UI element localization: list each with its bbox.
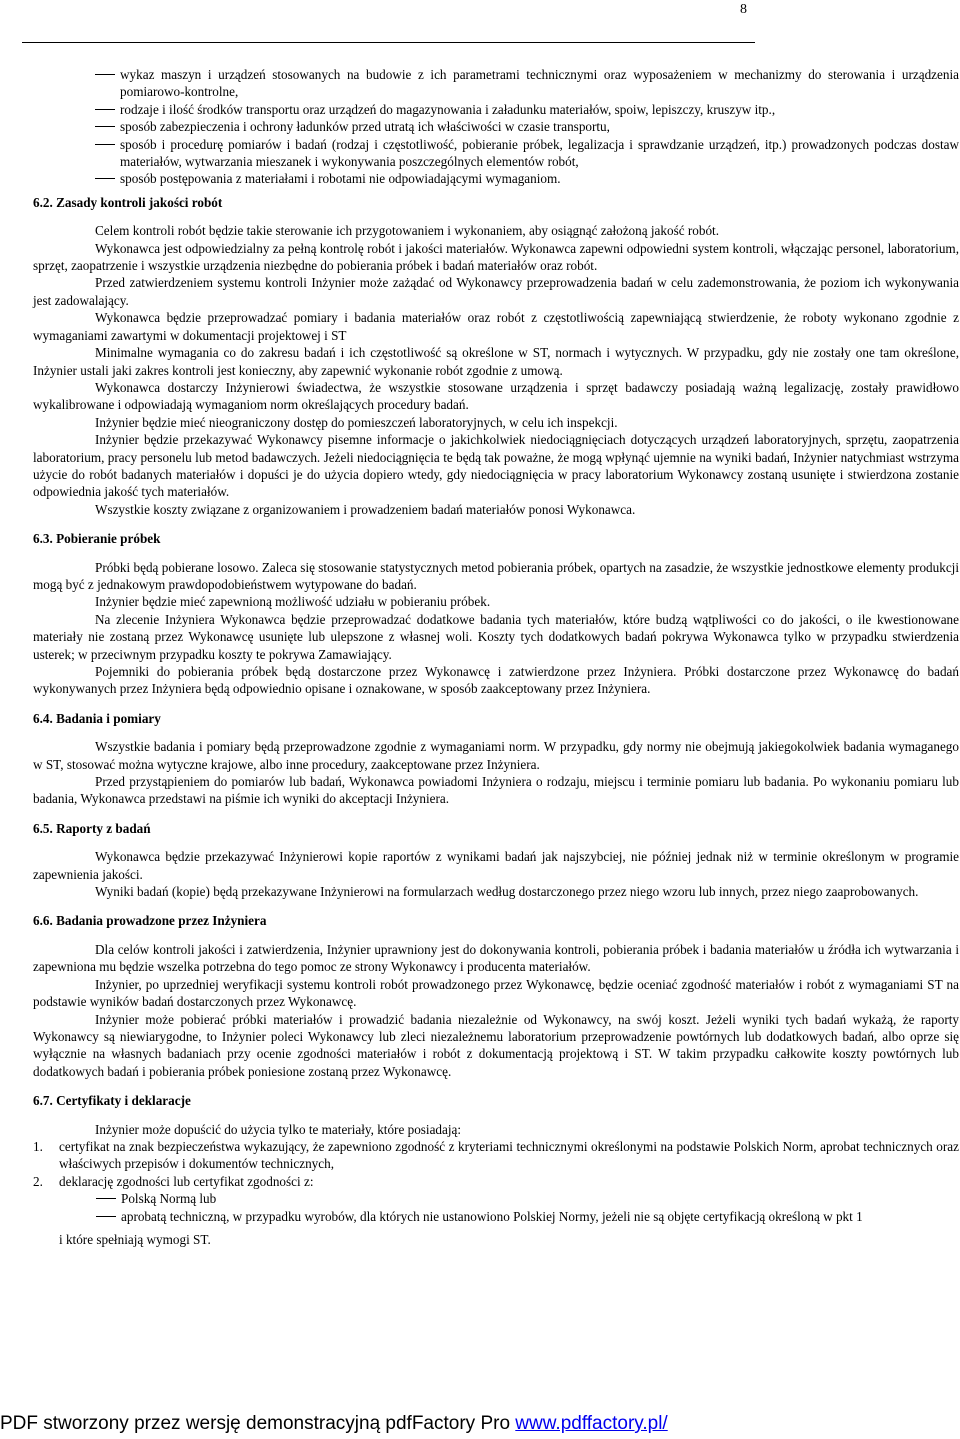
paragraph: Wykonawca będzie przeprowadzać pomiary i badania materiałów oraz robót z częstotliwością zapewniającą stwierdzenie, że roboty wykonano zgodnie z wymaganiami zawartymi w dokumentacji projektowej i ST bbox=[33, 310, 959, 343]
list-item: wykaz maszyn i urządzeń stosowanych na budowie z ich parametrami technicznymi oraz wyposażeniem w mechanizmy do sterowania i urządzenia pomiarowo-kontrolne, bbox=[33, 66, 959, 101]
paragraph: Wszystkie badania i pomiary będą przeprowadzone zgodnie z wymaganiami norm. W przypadku, gdy normy nie obejmują jakiegokolwiek badania wymaganego w ST, stosować można wytyczne krajowe, albo inne procedury, zaakceptowane przez Inżyniera. bbox=[33, 739, 959, 772]
list-item: aprobatą techniczną, w przypadku wyrobów, dla których nie ustanowiono Polskiej Normy, jeżeli nie są objęte certyfikacją określoną w pkt 1 bbox=[33, 1208, 959, 1225]
section-6-5 bbox=[33, 848, 959, 900]
paragraph: Celem kontroli robót będzie takie sterowanie ich przygotowaniem i wykonaniem, aby osiągnąć założoną jakość robót. bbox=[95, 223, 720, 239]
section-6-4 bbox=[33, 738, 959, 808]
item-text: certyfikat na znak bezpieczeństwa wykazujący, że zapewniono zgodność z kryteriami technicznymi określonymi na podstawie Polskich Norm, aprobat technicznych oraz właściwych przepisów i dokumentów technicznych, bbox=[59, 1138, 959, 1172]
section-heading-6-6: 6.6. Badania prowadzone przez Inżyniera bbox=[33, 913, 267, 929]
item-text: deklarację zgodności lub certyfikat zgodności z: bbox=[59, 1173, 314, 1189]
paragraph: Dla celów kontroli jakości i zatwierdzenia, Inżynier uprawniony jest do dokonywania kontroli, pobierania próbek i badania materiałów u źródła ich wytwarzania i zapewniona mu będzie wszelka potrzebna do tego pomoc ze strony Wykonawcy i producenta materiałów. bbox=[33, 941, 959, 975]
paragraph: Inżynier będzie mieć nieograniczony dostęp do pomieszczeń laboratoryjnych, w celu ich inspekcji. bbox=[95, 414, 618, 430]
paragraph: Minimalne wymagania co do zakresu badań i ich częstotliwość są określone w ST, normach i wytycznych. W przypadku, gdy nie zostały one tam określone, Inżynier ustali jaki zakres kontroli jest konieczny, aby zapewnić wykonanie robót zgodnie z umową. bbox=[33, 345, 959, 378]
paragraph: Pojemniki do pobierania próbek będą dostarczone przez Wykonawcę i zatwierdzone przez Inżyniera. Próbki dostarczone przez Wykonawcę do badań wykonywanych przez Inżyniera będą odpowiednio opisane i oznakowane, w sposób zaakceptowany przez Inżyniera. bbox=[33, 664, 959, 697]
item-number: 1. bbox=[33, 1138, 43, 1154]
section-heading-6-3: 6.3. Pobieranie próbek bbox=[33, 531, 161, 547]
paragraph: Próbki będą pobierane losowo. Zaleca się stosowanie statystycznych metod pobierania próbek, opartych na zasadzie, że wszystkie jednostkowe elementy produkcji mogą być z jednakowym prawdopodobieństwem wytypowane do badań. bbox=[33, 559, 959, 592]
section-6-6 bbox=[33, 941, 959, 1080]
footer-link[interactable]: www.pdffactory.pl/ bbox=[515, 1413, 668, 1434]
paragraph: Przed przystąpieniem do pomiarów lub badań, Wykonawca powiadomi Inżyniera o rodzaju, miejscu i terminie pomiaru lub badania. Po wykonaniu pomiaru lub badania, Wykonawca przedstawi na piśmie ich wyniki do akceptacji Inżyniera. bbox=[33, 774, 959, 807]
list-item bbox=[33, 1173, 959, 1190]
section-heading-6-5: 6.5. Raporty z badań bbox=[33, 820, 151, 836]
paragraph: Na zlecenie Inżyniera Wykonawca będzie przeprowadzać dodatkowe badania tych materiałów, które budzą wątpliwości co do jakości, o ile kwestionowane materiały nie zostaną przez Wykonawcę usunięte lub ulepszone z własnej woli. Koszty tych dodatkowych badań pokrywa Wykonawca tylko w przypadku stwierdzenia usterek; w przeciwnym przypadku koszty te pokrywa Zamawiający. bbox=[33, 611, 959, 662]
list-item: rodzaje i ilość środków transportu oraz urządzeń do magazynowania i załadunku materiałów, spoiw, lepiszczy, kruszyw itp., bbox=[33, 101, 959, 118]
document-body bbox=[33, 66, 959, 1248]
list-item: sposób postępowania z materiałami i robotami nie odpowiadającymi wymaganiom. bbox=[33, 170, 959, 187]
list-item: sposób zabezpieczenia i ochrony ładunków przed utratą ich właściwości w czasie transportu, bbox=[33, 118, 959, 135]
sub-list bbox=[33, 1190, 959, 1225]
requirements-list bbox=[33, 66, 959, 188]
paragraph: Inżynier może dopuścić do użycia tylko te materiały, które posiadają: bbox=[95, 1121, 462, 1137]
section-heading-6-7: 6.7. Certyfikaty i deklaracje bbox=[33, 1093, 191, 1109]
closing-line: i które spełniają wymogi ST. bbox=[59, 1231, 211, 1247]
pdf-watermark-footer bbox=[0, 1413, 668, 1435]
paragraph: Inżynier będzie mieć zapewnioną możliwość udziału w pobieraniu próbek. bbox=[95, 594, 491, 610]
list-item bbox=[33, 1138, 959, 1173]
footer-text: PDF stworzony przez wersję demonstracyjną pdfFactory Pro bbox=[0, 1413, 516, 1434]
paragraph: Inżynier może pobierać próbki materiałów i prowadzić badania niezależnie od Wykonawcy, na swój koszt. Jeżeli wyniki tych badań wykażą, że raporty Wykonawcy są niewiarygodne, to Inżynier poleci Wykonawcy lub zleci niezależnemu laboratorium przeprowadzenie powtórnych lub dodatkowych badań, albo oprze się wyłącznie na własnych badaniach przy ocenie zgodności materiałów i robót z dokumentacją projektową i ST. W takim przypadku całkowite koszty powtórnych lub dodatkowych badań i pobierania próbek poniesione zostaną przez Wykonawcę. bbox=[33, 1011, 959, 1079]
paragraph: Inżynier, po uprzedniej weryfikacji systemu kontroli robót prowadzonego przez Wykonawcę, będzie oceniać zgodność materiałów i robót z wymaganiami ST na podstawie wyników badań dostarczonych przez Wykonawcę. bbox=[33, 976, 959, 1010]
paragraph: Wykonawca będzie przekazywać Inżynierowi kopie raportów z wynikami badań jak najszybciej, nie później jednak niż w terminie określonym w programie zapewnienia jakości. bbox=[33, 849, 959, 882]
paragraph: Wszystkie koszty związane z organizowaniem i prowadzeniem badań materiałów ponosi Wykonawca. bbox=[95, 501, 636, 517]
section-heading-6-2: 6.2. Zasady kontroli jakości robót bbox=[33, 194, 223, 210]
page-number: 8 bbox=[740, 2, 747, 17]
list-item: sposób i procedurę pomiarów i badań (rodzaj i częstotliwość, pobieranie próbek, legalizacja i sprawdzanie urządzeń, itp.) prowadzonych podczas dostaw materiałów, wytwarzania mieszanek i wykonywania poszczególnych elementów robót, bbox=[33, 136, 959, 171]
section-6-7 bbox=[33, 1121, 959, 1249]
paragraph: Wykonawca jest odpowiedzialny za pełną kontrolę robót i jakości materiałów. Wykonawca zapewni odpowiedni system kontroli, włączając personel, laboratorium, sprzęt, zaopatrzenie i wszystkie urządzenia niezbędne do pobierania próbek i badań materiałów oraz robót. bbox=[33, 240, 959, 274]
paragraph: Przed zatwierdzeniem systemu kontroli Inżynier może zażądać od Wykonawcy przeprowadzenia badań w celu zademonstrowania, że poziom ich wykonywania jest zadowalający. bbox=[33, 275, 959, 308]
paragraph: Wykonawca dostarczy Inżynierowi świadectwa, że wszystkie stosowane urządzenia i sprzęt badawczy posiadają ważną legalizację, zostały prawidłowo wykalibrowane i odpowiadają wymaganiom norm określających procedury badań. bbox=[33, 379, 959, 413]
section-heading-6-4: 6.4. Badania i pomiary bbox=[33, 710, 161, 726]
paragraph: Wyniki badań (kopie) będą przekazywane Inżynierowi na formularzach według dostarczonego przez niego wzoru lub innych, przez niego zaaprobowanych. bbox=[95, 884, 919, 900]
header-rule bbox=[22, 42, 755, 43]
item-number: 2. bbox=[33, 1173, 43, 1189]
list-item: Polską Normą lub bbox=[33, 1190, 959, 1207]
paragraph: Inżynier będzie przekazywać Wykonawcy pisemne informacje o jakichkolwiek niedociągnięciach dotyczących urządzeń laboratoryjnych, sprzętu, zaopatrzenia laboratorium, pracy personelu lub metod badawczych. Jeżeli niedociągnięcia te będą tak poważne, że mogą wpłynąć ujemnie na wyniki badań, Inżynier natychmiast wstrzyma użycie do robót badanych materiałów i dopuści je do użycia dopiero wtedy, gdy niedociągnięcia w pracy laboratorium Wykonawcy zostaną usunięte i stwierdzona zostanie odpowiednia jakość tych materiałów. bbox=[33, 432, 959, 500]
section-6-2 bbox=[33, 222, 959, 518]
numbered-list bbox=[33, 1138, 959, 1190]
section-6-3 bbox=[33, 559, 959, 698]
